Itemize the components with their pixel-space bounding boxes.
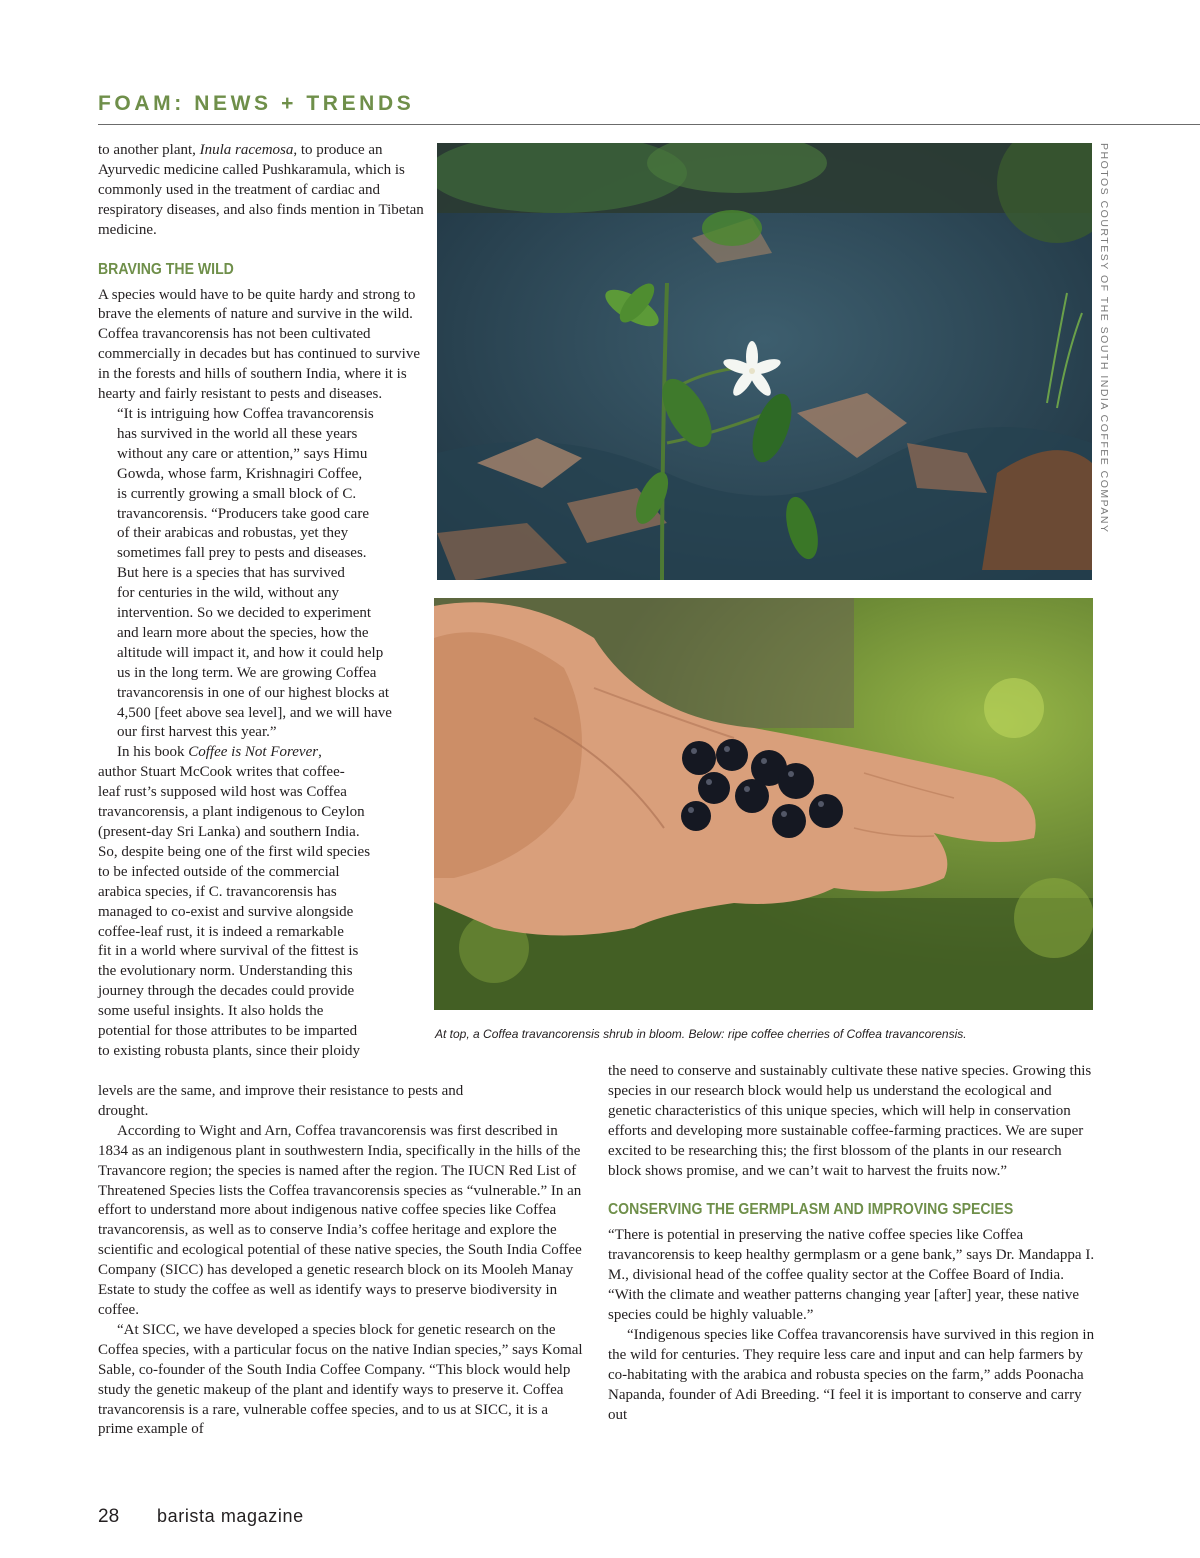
paragraph-conserve-native: the need to conserve and sustainably cultivate these native species. Growing this species in our research block would help us understand the ecological and genetic characteristics of this unique species, which will help in conservation efforts and developing more sustainable coffee-farming practices. We are super excited to be researching this; the first blossom of the plants in our research block shows promise, and we can’t wait to harvest the fruits now.” bbox=[608, 1063, 1092, 1179]
photo-credit: PHOTOS COURTESY OF THE SOUTH INDIA COFFEE COMPANY bbox=[1098, 143, 1110, 534]
paragraph-wight-arn: According to Wight and Arn, Coffea travancorensis was first described in 1834 as an indigenous plant in southwestern India, specifically in the hills of the Travancore region; the species is named after the region. The IUCN Red List of Threatened Species lists the Coffea travancorensis species as “vulnerable.” In an effort to understand more about indigenous native coffee species like Coffea travancorensis, as well as to conserve India’s coffee heritage and explore the scientific and ecological potential of these native species, the South India Coffee Company (SICC) has developed a genetic research block on its Mooleh Manay Estate to study the coffee as well as identify ways to preserve biodiversity in coffee. bbox=[98, 1122, 582, 1318]
paragraph-napanda: “Indigenous species like Coffea travancorensis have survived in this region in the wild for centuries. They require less care and input and can help farmers by co-habitating with the arabica and robusta species on the farm,” adds Poonacha Napanda, founder of Adi Breeding. “I feel it is important to conserve and carry out bbox=[608, 1326, 1095, 1423]
photo-hand-with-cherries bbox=[434, 598, 1093, 1010]
paragraph-mccook: In his book Coffee is Not Forever, author Stuart McCook writes that coffee- leaf rust’s supposed wild host was Coffea travancorensis, a plant indigenous to Ceylon (present-day Sri Lanka) and southern India. So, despite being one of the first wild species to be infected outside of the commercial arabica species, if C. travancorensis has managed to co-exist and survive alongside coffee-leaf rust, it is indeed a remarkable fit in a world where survival of the fittest is the evolutionary norm. Understanding this journey through the decades could provide some useful insights. It also holds the potential for those attributes to be imparted to existing robusta plants, since their ploidy bbox=[98, 744, 371, 1059]
paragraph-mccook-continued: levels are the same, and improve their resistance to pests and bbox=[98, 1083, 464, 1099]
subheading-braving-the-wild: BRAVING THE WILD bbox=[98, 260, 234, 278]
left-column-top bbox=[98, 141, 428, 1062]
shrub-photo-illustration bbox=[437, 143, 1092, 580]
right-column bbox=[608, 1062, 1096, 1426]
subheading-germplasm: CONSERVING THE GERMPLASM AND IMPROVING SPECIES bbox=[608, 1201, 1014, 1219]
intro-paragraph: to another plant, Inula racemosa, to produce an Ayurvedic medicine called Pushkaramula, which is commonly used in the treatment of cardiac and respiratory diseases, and also finds mention in Tibetan medicine. bbox=[98, 142, 424, 238]
magazine-name: barista magazine bbox=[157, 1506, 304, 1526]
paragraph-himu-gowda: “It is intriguing how Coffea travancorensis has survived in the world all these years without any care or attention,” says Himu Gowda, whose farm, Krishnagiri Coffee, is currently growing a small block of C. travancorensis. “Producers take good care of their arabicas and robustas, yet they sometimes fall prey to pests and diseases. But here is a species that has survived for centuries in the wild, without any intervention. So we decided to experiment and learn more about the species, how the altitude will impact it, and how it could help us in the long term. We are growing Coffea travancorensis in one of our highest blocks at 4,500 [feet above sea level], and we will have our first harvest this year.” bbox=[117, 405, 392, 741]
paragraph-komal-sable: “At SICC, we have developed a species block for genetic research on the Coffea species, with a particular focus on the native Indian species,” says Komal Sable, co-founder of the South India Coffee Company. “This block would help study the genetic makeup of the plant and identify ways to preserve it. Coffea travancorensis is a rare, vulnerable coffee species, and to us at SICC, it is a prime example of bbox=[98, 1321, 583, 1438]
header-rule bbox=[98, 124, 1200, 125]
photo-caption: At top, a Coffea travancorensis shrub in bloom. Below: ripe coffee cherries of Coffea travancorensis. bbox=[435, 1027, 967, 1041]
paragraph-mandappa: “There is potential in preserving the native coffee species like Coffea travancorensis to keep healthy germplasm or a gene bank,” says Dr. Mandappa I. M., divisional head of the coffee quality sector at the Coffee Board of India. “With the climate and weather patterns changing year [after] year, these native species could be highly valuable.” bbox=[608, 1227, 1095, 1324]
section-title: FOAM: NEWS + TRENDS bbox=[98, 92, 415, 115]
page-number: 28 bbox=[98, 1506, 120, 1527]
cherries-photo-illustration bbox=[434, 598, 1093, 1010]
photo-shrub-in-bloom bbox=[437, 143, 1092, 580]
paragraph-hardy: A species would have to be quite hardy and strong to brave the elements of nature and survive in the wild. Coffea travancorensis has not been cultivated commercially in decades but has continued to survive in the forests and hills of southern India, where it is hearty and fairly resistant to pests and diseases. bbox=[98, 286, 420, 403]
left-column-bottom: levels are the same, and improve their resistance to pests and drought. According to Wight and Arn, Coffea travancorensis was first described in 1834 as an indigenous plant in southwestern India, specifically in the hills of the Travancore region; the species is named after the region. The IUCN Red List of Threatened Species lists the Coffea travancorensis species as “vulnerable.” In an effort to understand more about indigenous native coffee species like Coffea travancorensis, as well as to conserve India’s coffee heritage and explore the scientific and ecological potential of these native species, the South India Coffee Company (SICC) has developed a genetic research block on its Mooleh Manay Estate to study the coffee as well as identify ways to preserve biodiversity in coffee. “At SICC, we have developed a species block for genetic research on the Coffea species, with a particular focus on the native Indian species,” says Komal Sable, co-founder of the South India Coffee Company. “This block would help study the genetic makeup of the plant and identify ways to preserve it. Coffea travancorensis is a rare, vulnerable coffee species, and to us at SICC, it is a prime example of bbox=[98, 1082, 586, 1440]
